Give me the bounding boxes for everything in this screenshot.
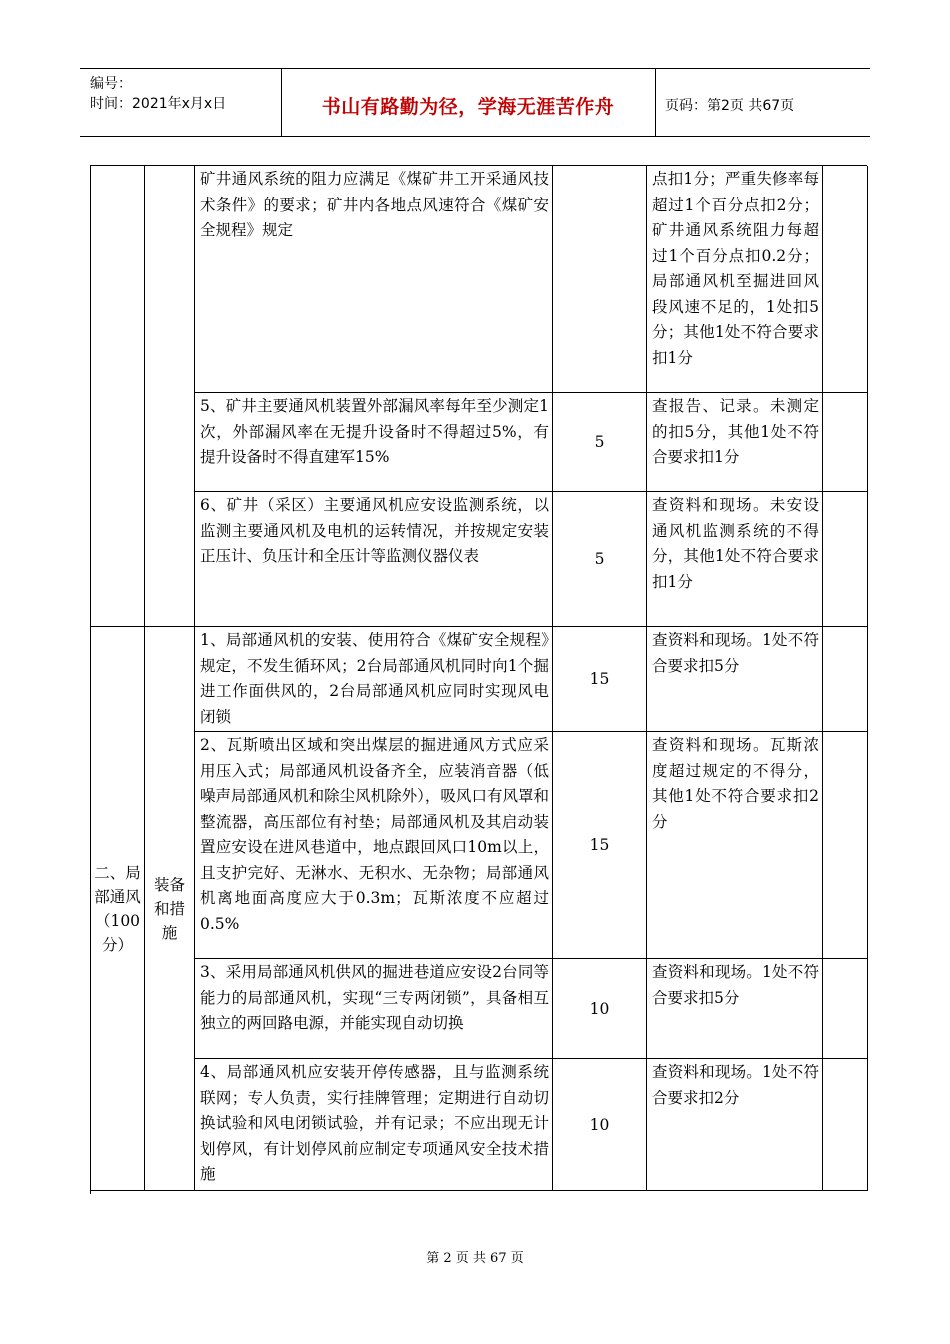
table-row-content: 6、矿井（采区）主要通风机应安设监测系统，以监测主要通风机及电机的运转情况，并按规定安装正压计、负压计和全压计等监测仪器仪表 xyxy=(195,492,553,627)
header-bottom-rule xyxy=(80,136,870,137)
table-row-remark xyxy=(823,166,868,393)
table-row-content: 4、局部通风机应安装开停传感器，且与监测系统联网；专人负责，实行挂牌管理；定期进行自动切换试验和风电闭锁试验，并有记录；不应出现无计划停风，有计划停风前应制定专项通风安全技术措施 xyxy=(195,1059,553,1191)
table-row-score: 5 xyxy=(553,393,647,492)
table-row-score: 10 xyxy=(553,1059,647,1191)
table-row-method: 查报告、记录。未测定的扣5分，其他1处不符合要求扣1分 xyxy=(647,393,823,492)
table-row-remark xyxy=(823,492,868,627)
assessment-table xyxy=(90,165,867,1194)
table-row-method: 查资料和现场。1处不符合要求扣5分 xyxy=(647,959,823,1059)
table-row-score: 15 xyxy=(553,627,647,732)
table-row-score: 5 xyxy=(553,492,647,627)
page-footer: 第 2 页 共 67 页 xyxy=(426,1251,524,1266)
header-divider-right xyxy=(655,68,656,136)
document-date: 时间：2021年x月x日 xyxy=(90,96,227,112)
table-row-score: 15 xyxy=(553,732,647,959)
table-row-content: 矿井通风系统的阻力应满足《煤矿井工开采通风技术条件》的要求；矿井内各地点风速符合《煤矿安全规程》规定 xyxy=(195,166,553,393)
table-row-remark xyxy=(823,732,868,959)
table-row-content: 2、瓦斯喷出区域和突出煤层的掘进通风方式应采用压入式；局部通风机设备齐全，应装消音器（低噪声局部通风机和除尘风机除外），吸风口有风罩和整流器，高压部位有衬垫；局部通风机及其启动装置应安设在进风巷道中，地点跟回风口10m以上，且支护完好、无淋水、无积水、无杂物；局部通风机离地面高度应大于0.3m；瓦斯浓度不应超过0.5% xyxy=(195,732,553,959)
table-row-remark xyxy=(823,393,868,492)
table-row-score: 10 xyxy=(553,959,647,1059)
table-row-content: 3、采用局部通风机供风的掘进巷道应安设2台同等能力的局部通风机，实现“三专两闭锁”，具备相互独立的两回路电源，并能实现自动切换 xyxy=(195,959,553,1059)
header-meta xyxy=(90,74,226,114)
header-motto: 书山有路勤为径，学海无涯苦作舟 xyxy=(321,96,615,118)
table-row-remark xyxy=(823,959,868,1059)
category-cell: 二、局部通风（100分） xyxy=(91,627,145,1191)
header-page-info: 页码：第2页 共67页 xyxy=(665,98,795,114)
table-row-method: 查资料和现场。未安设通风机监测系统的不得分，其他1处不符合要求扣1分 xyxy=(647,492,823,627)
table-row-method: 查资料和现场。1处不符合要求扣5分 xyxy=(647,627,823,732)
table-row-content: 5、矿井主要通风机装置外部漏风率每年至少测定1次，外部漏风率在无提升设备时不得超过5%，有提升设备时不得直建军15% xyxy=(195,393,553,492)
table-row-remark xyxy=(823,1059,868,1191)
subcategory-cell-top xyxy=(145,166,195,627)
table-row-method: 点扣1分；严重失修率每超过1个百分点扣2分；矿井通风系统阻力每超过1个百分点扣0.2分；局部通风机至掘进回风段风速不足的，1处扣5分；其他1处不符合要求扣1分 xyxy=(647,166,823,393)
table-row-remark xyxy=(823,627,868,732)
header-top-rule xyxy=(80,68,870,69)
table-row-score xyxy=(553,166,647,393)
table-row-method: 查资料和现场。瓦斯浓度超过规定的不得分，其他1处不符合要求扣2分 xyxy=(647,732,823,959)
table-row-content: 1、局部通风机的安装、使用符合《煤矿安全规程》规定，不发生循环风；2台局部通风机同时向1个掘进工作面供风的，2台局部通风机应同时实现风电闭锁 xyxy=(195,627,553,732)
subcategory-cell: 装备和措施 xyxy=(145,627,195,1191)
category-cell-top xyxy=(91,166,145,627)
table-row-method: 查资料和现场。1处不符合要求扣2分 xyxy=(647,1059,823,1191)
document-code-label: 编号： xyxy=(90,76,132,92)
